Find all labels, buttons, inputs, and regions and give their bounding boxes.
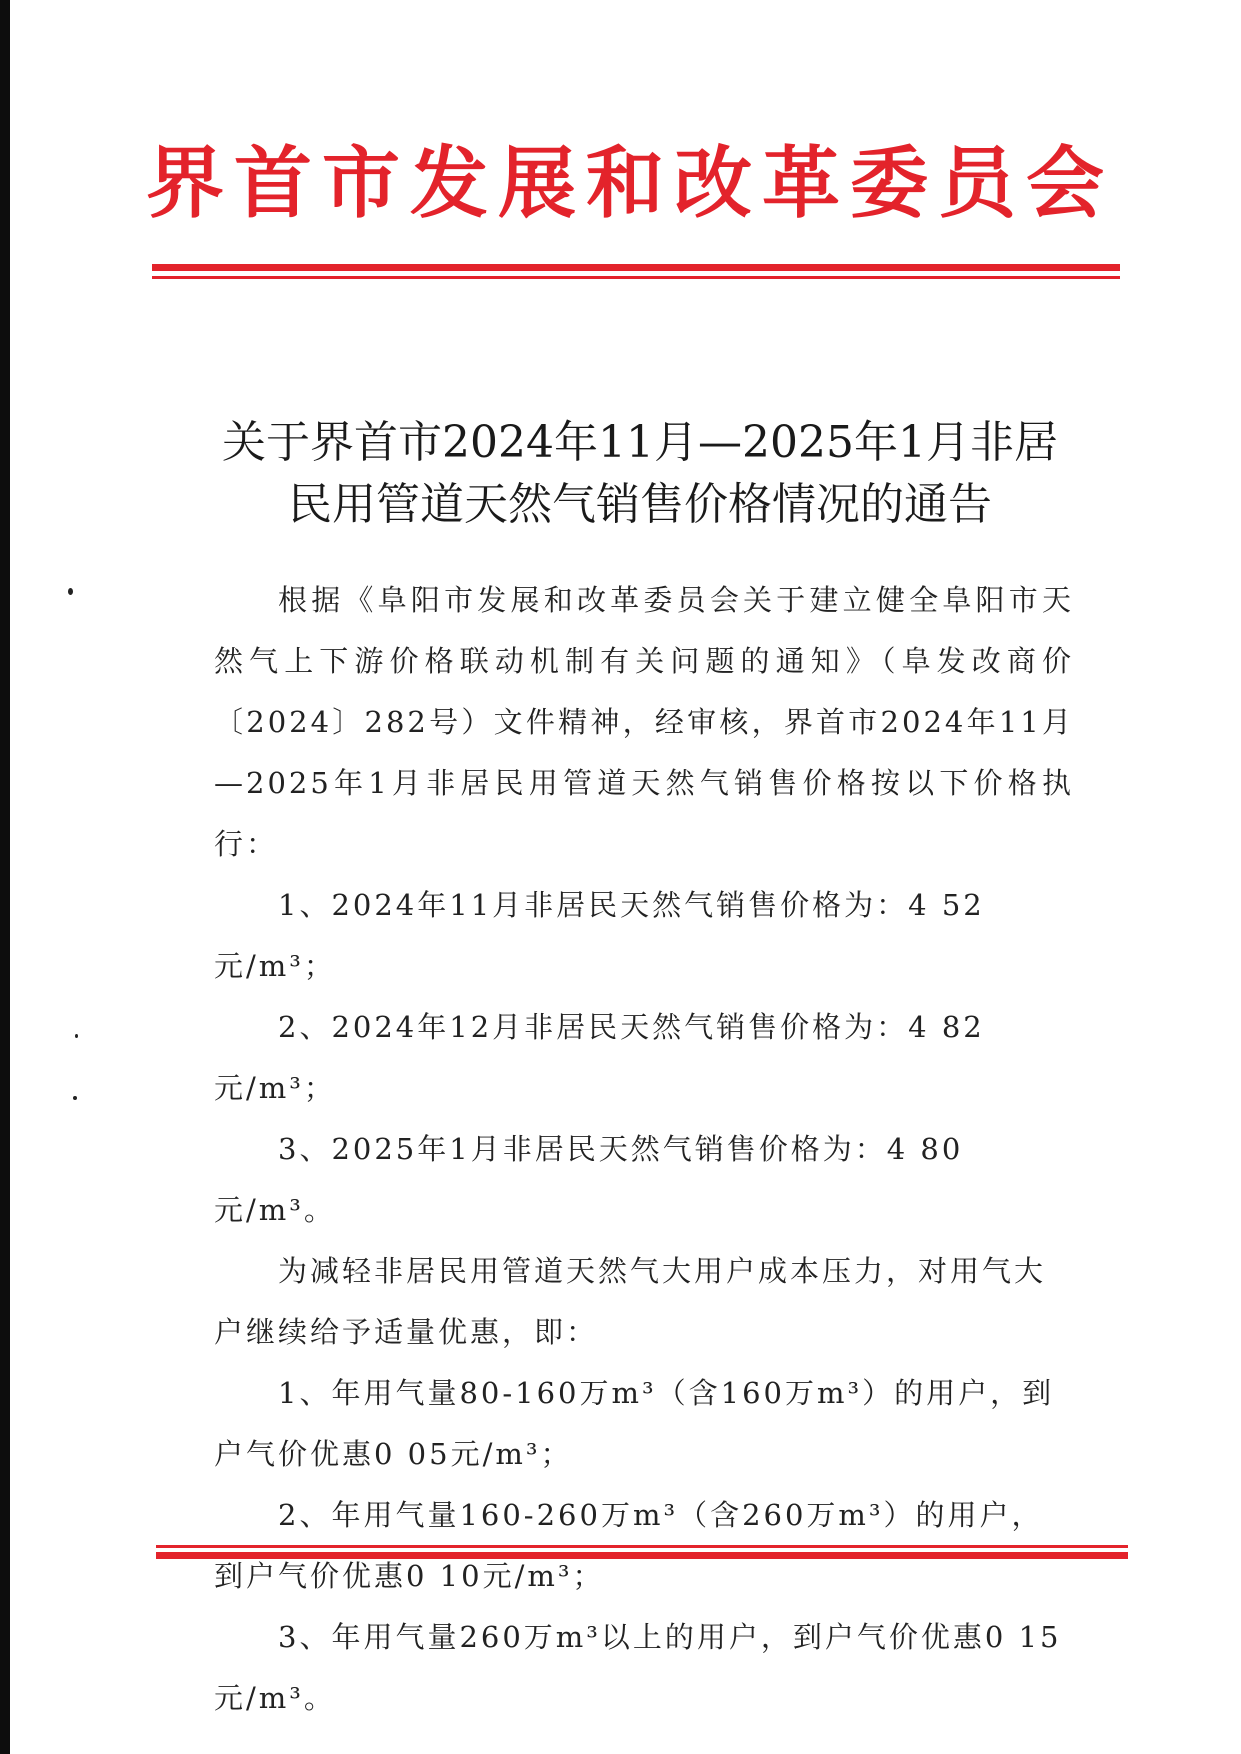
scan-speck bbox=[75, 1034, 78, 1038]
footer-rule-thin bbox=[156, 1545, 1128, 1548]
intro-paragraph: 根据《阜阳市发展和改革委员会关于建立健全阜阳市天然气上下游价格联动机制有关问题的通知》（阜发改商价〔2024〕282号）文件精神，经审核，界首市2024年11月—2025年1月非居民用管道天然气销售价格按以下价格执行： bbox=[214, 583, 1074, 861]
header-rule-thick bbox=[152, 264, 1120, 271]
discount-item-3: 3、年用气量260万m³以上的用户，到户气价优惠0 15元/m³。 bbox=[214, 1620, 1062, 1715]
price-item-1: 1、2024年11月非居民天然气销售价格为：4 52元/m³； bbox=[214, 888, 985, 983]
document-title bbox=[140, 412, 1140, 536]
scan-speck bbox=[68, 588, 73, 595]
title-line-1: 关于界首市2024年11月—2025年1月非居 bbox=[222, 417, 1058, 468]
discount-item-2: 2、年用气量160-260万m³（含260万m³）的用户，到户气价优惠0 10元/m³； bbox=[214, 1498, 1044, 1593]
organization-header: 界首市发展和改革委员会 bbox=[145, 138, 1114, 229]
header-rule-thin bbox=[152, 276, 1120, 279]
scan-speck bbox=[73, 1096, 77, 1100]
price-item-2: 2、2024年12月非居民天然气销售价格为：4 82元/m³； bbox=[214, 1010, 985, 1105]
discount-item-1: 1、年用气量80-160万m³（含160万m³）的用户，到户气价优惠0 05元/m³； bbox=[214, 1376, 1055, 1471]
scan-edge bbox=[0, 0, 10, 1754]
discount-intro-paragraph: 为减轻非居民用管道天然气大用户成本压力，对用气大户继续给予适量优惠，即： bbox=[214, 1254, 1047, 1349]
title-line-2: 民用管道天然气销售价格情况的通告 bbox=[288, 479, 992, 530]
footer-rule-thick bbox=[156, 1552, 1128, 1559]
price-item-3: 3、2025年1月非居民天然气销售价格为：4 80元/m³。 bbox=[214, 1132, 964, 1227]
